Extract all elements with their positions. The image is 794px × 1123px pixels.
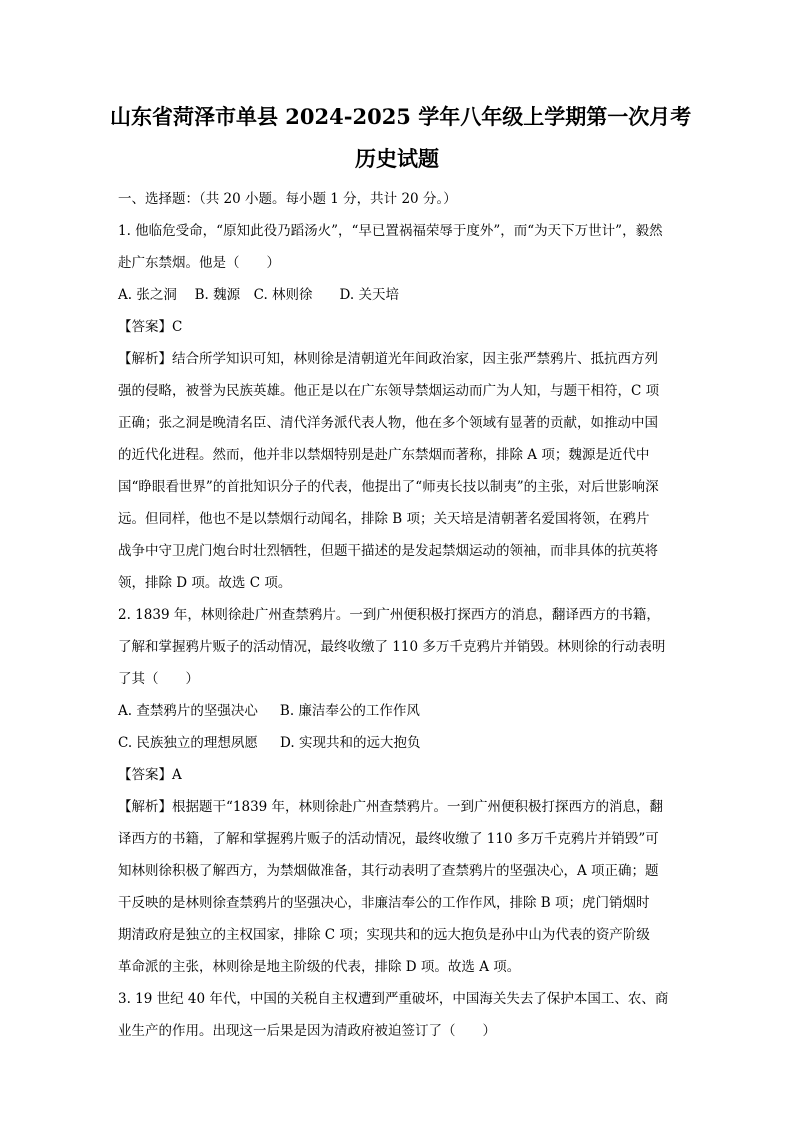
q2-stem-line: 了其（ ） bbox=[118, 671, 199, 687]
q2-analysis-line: 革命派的主张，林则徐是地主阶级的代表，排除 D 项。故选 A 项。 bbox=[118, 959, 521, 975]
document-title: 山东省菏泽市单县 2024-2025 学年八年级上学期第一次月考 bbox=[110, 104, 692, 129]
q2-analysis-line: 知林则徐积极了解西方，为禁烟做准备，其行动表明了查禁鸦片的坚强决心，A 项正确；题 bbox=[118, 863, 659, 879]
q1-analysis-line: 国“睁眼看世界”的首批知识分子的代表，他提出了“师夷长技以制夷”的主张，对后世影响深 bbox=[118, 479, 659, 495]
q1-analysis-line: 的近代化进程。然而，他并非以禁烟特别是赴广东禁烟而著称，排除 A 项；魏源是近代中 bbox=[118, 447, 650, 463]
q3-stem-line: 业生产的作用。出现这一后果是因为清政府被迫签订了（ ） bbox=[118, 1023, 496, 1039]
q2-options-line: A. 查禁鸦片的坚强决心 B. 廉洁奉公的工作作风 bbox=[118, 703, 420, 719]
q1-analysis-line: 战争中守卫虎门炮台时壮烈牺牲，但题干描述的是发起禁烟运动的领袖，而非具体的抗英将 bbox=[118, 543, 658, 559]
q3-stem-line: 3. 19 世纪 40 年代，中国的关税自主权遭到严重破坏，中国海关失去了保护本国工、农、商 bbox=[118, 991, 669, 1007]
q1-analysis-line: 领，排除 D 项。故选 C 项。 bbox=[118, 575, 292, 591]
q1-options: A. 张之洞 B. 魏源 C. 林则徐 D. 关天培 bbox=[118, 287, 399, 303]
q2-analysis-line: 期清政府是独立的主权国家，排除 C 项；实现共和的远大抱负是孙中山为代表的资产阶级 bbox=[118, 927, 650, 943]
q2-analysis-line: 【解析】根据题干“1839 年，林则徐赴广州查禁鸦片。一到广州便积极打探西方的消息，翻 bbox=[118, 799, 664, 815]
document-subtitle: 历史试题 bbox=[355, 146, 439, 171]
q1-stem-line: 1. 他临危受命，“原知此役乃蹈汤火”，“早已置祸福荣辱于度外”，而“为天下万世计”，毅然 bbox=[118, 223, 663, 239]
q2-analysis-line: 译西方的书籍，了解和掌握鸦片贩子的活动情况，最终收缴了 110 多万千克鸦片并销毁”可 bbox=[118, 831, 659, 847]
document-body bbox=[118, 183, 676, 1047]
q2-stem-line: 2. 1839 年，林则徐赴广州查禁鸦片。一到广州便积极打探西方的消息，翻译西方的书籍， bbox=[118, 607, 660, 623]
q2-stem-line: 了解和掌握鸦片贩子的活动情况，最终收缴了 110 多万千克鸦片并销毁。林则徐的行动表明 bbox=[118, 639, 666, 655]
q1-answer: 【答案】C bbox=[118, 319, 183, 335]
q1-analysis-line: 【解析】结合所学知识可知，林则徐是清朝道光年间政治家，因主张严禁鸦片、抵抗西方列 bbox=[118, 351, 658, 367]
q1-analysis-line: 正确；张之洞是晚清名臣、清代洋务派代表人物，他在多个领域有显著的贡献，如推动中国 bbox=[118, 415, 658, 431]
q1-stem-line: 赴广东禁烟。他是（ ） bbox=[118, 255, 280, 271]
q1-analysis-line: 强的侵略，被誉为民族英雄。他正是以在广东领导禁烟运动而广为人知，与题干相符，C 项 bbox=[118, 383, 660, 399]
q2-answer: 【答案】A bbox=[118, 767, 182, 783]
section-heading: 一、选择题：（共 20 小题。每小题 1 分，共计 20 分。） bbox=[118, 191, 457, 207]
q1-analysis-line: 远。但同样，他也不是以禁烟行动闻名，排除 B 项；关天培是清朝著名爱国将领，在鸦片 bbox=[118, 511, 650, 527]
q2-options-line: C. 民族独立的理想夙愿 D. 实现共和的远大抱负 bbox=[118, 735, 421, 751]
q2-analysis-line: 干反映的是林则徐查禁鸦片的坚强决心，非廉洁奉公的工作作风，排除 B 项；虎门销烟时 bbox=[118, 895, 650, 911]
